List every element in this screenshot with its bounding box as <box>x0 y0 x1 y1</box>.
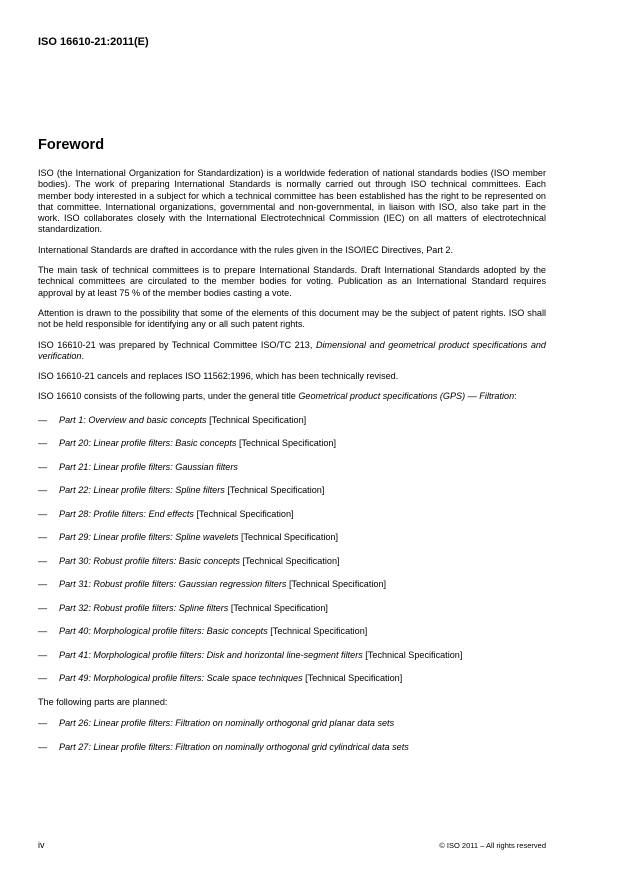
part-title: Part 40: Morphological profile filters: Basic concepts <box>59 626 268 637</box>
part-title: Part 49: Morphological profile filters: Scale space techniques <box>59 673 303 684</box>
paragraph-iso-intro: ISO (the International Organization for Standardization) is a worldwide federation of national standards bodies (ISO member bodies). The work of preparing International Standards is normally carried out through ISO technical committees. Each member body interested in a subject for which a technical committee has been established has the right to be represented on that committee. International organizations, governmental and non-governmental, in liaison with ISO, also take part in the work. ISO collaborates closely with the International Electrotechnical Commission (IEC) on all matters of electrotechnical standardization. <box>38 168 546 235</box>
dash-bullet: — <box>38 438 48 449</box>
part-note: [Technical Specification] <box>228 602 328 613</box>
list-item <box>38 532 546 556</box>
parts-intro-end: : <box>514 391 517 402</box>
part-title: Part 1: Overview and basic concepts <box>59 414 207 425</box>
list-item <box>38 650 546 674</box>
part-note: [Technical Specification] <box>362 649 463 660</box>
part-note: [Technical Specification] <box>267 626 368 637</box>
part-note: [Technical Specification] <box>239 555 340 566</box>
list-item <box>38 718 546 742</box>
list-item <box>38 462 546 486</box>
list-item <box>38 626 546 650</box>
part-note: [Technical Specification] <box>236 438 336 449</box>
dash-bullet: — <box>38 602 48 613</box>
list-item <box>38 438 546 462</box>
part-note: [Technical Specification] <box>224 485 325 496</box>
parts-intro-text: ISO 16610 consists of the following parts, under the general title <box>38 391 299 402</box>
general-title: Geometrical product specifications (GPS) — Filtration <box>298 391 515 402</box>
dash-bullet: — <box>38 741 48 752</box>
planned-parts-list <box>38 718 546 765</box>
list-item <box>38 673 546 697</box>
part-note: [Technical Specification] <box>206 414 307 425</box>
part-title: Part 31: Robust profile filters: Gaussian regression filters <box>59 579 287 590</box>
part-title: Part 41: Morphological profile filters: Disk and horizontal line-segment filters <box>59 649 363 660</box>
paragraph-cancels: ISO 16610-21 cancels and replaces ISO 11562:1996, which has been technically revised. <box>38 371 399 382</box>
paragraph-prepared-by <box>38 340 546 363</box>
part-title: Part 20: Linear profile filters: Basic concepts <box>59 438 237 449</box>
document-id: ISO 16610-21:2011(E) <box>38 36 149 48</box>
part-title: Part 28: Profile filters: End effects <box>59 508 194 519</box>
paragraph-planned-intro: The following parts are planned: <box>38 696 168 707</box>
part-title: Part 30: Robust profile filters: Basic concepts <box>59 555 240 566</box>
dash-bullet: — <box>38 485 48 496</box>
part-title: Part 29: Linear profile filters: Spline wavelets <box>59 532 239 543</box>
paragraph-parts-intro <box>38 391 546 402</box>
paragraph-patent-rights: Attention is drawn to the possibility that some of the elements of this document may be the subject of patent rights. ISO shall not be held responsible for identifying any or all such patent rights. <box>38 307 546 330</box>
dash-bullet: — <box>38 508 48 519</box>
paragraph-main-task: The main task of technical committees is to prepare International Standards. Draft International Standards adopted by the technical committees are circulated to the member bodies for voting. Publication as an International Standard requires approval by at least 75 % of the member bodies casting a vote. <box>38 265 546 298</box>
page-number: iv <box>38 840 45 850</box>
document-body <box>38 168 546 765</box>
part-note: [Technical Specification] <box>302 673 403 684</box>
parts-list <box>38 415 546 697</box>
prepared-by-text: ISO 16610-21 was prepared by Technical Committee ISO/TC 213, <box>38 339 316 350</box>
part-note: [Technical Specification] <box>193 508 294 519</box>
dash-bullet: — <box>38 649 48 660</box>
part-title: Part 21: Linear profile filters: Gaussian filters <box>59 461 238 472</box>
list-item <box>38 579 546 603</box>
part-note: [Technical Specification] <box>286 579 387 590</box>
page-title: Foreword <box>38 137 105 153</box>
dash-bullet: — <box>38 532 48 543</box>
part-title: Part 22: Linear profile filters: Spline filters <box>59 485 225 496</box>
list-item <box>38 603 546 627</box>
dash-bullet: — <box>38 626 48 637</box>
prepared-by-end: . <box>81 350 84 361</box>
list-item <box>38 485 546 509</box>
list-item <box>38 742 546 766</box>
dash-bullet: — <box>38 414 48 425</box>
dash-bullet: — <box>38 718 48 729</box>
dash-bullet: — <box>38 579 48 590</box>
dash-bullet: — <box>38 555 48 566</box>
part-title: Part 27: Linear profile filters: Filtration on nominally orthogonal grid cylindrical data sets <box>59 741 409 752</box>
list-item <box>38 556 546 580</box>
part-title: Part 32: Robust profile filters: Spline filters <box>59 602 229 613</box>
dash-bullet: — <box>38 673 48 684</box>
list-item <box>38 509 546 533</box>
committee-title: Dimensional and geometrical product specifications and verification <box>38 339 546 361</box>
part-note: [Technical Specification] <box>238 532 339 543</box>
part-title: Part 26: Linear profile filters: Filtration on nominally orthogonal grid planar data sets <box>59 718 395 729</box>
list-item <box>38 415 546 439</box>
paragraph-directives: International Standards are drafted in accordance with the rules given in the ISO/IEC Directives, Part 2. <box>38 244 453 255</box>
copyright-notice: © ISO 2011 – All rights reserved <box>439 841 546 850</box>
dash-bullet: — <box>38 461 48 472</box>
